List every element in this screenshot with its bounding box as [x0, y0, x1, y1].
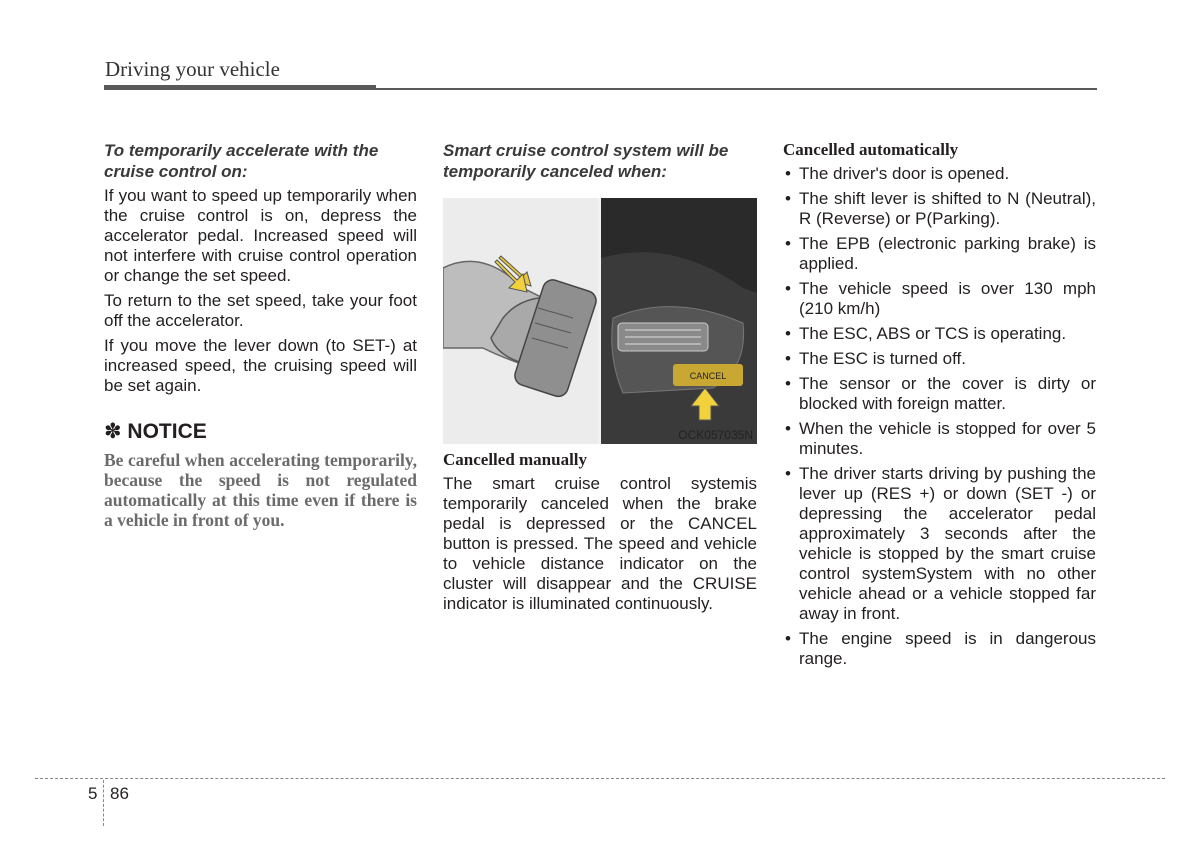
list-item: • The shift lever is shifted to N (Neutral), R (Reverse) or P(Parking). — [785, 189, 1096, 228]
cancel-button-label: CANCEL — [689, 371, 727, 381]
bullet-icon: • — [785, 189, 791, 208]
bullet-icon: • — [785, 324, 791, 343]
bullet-icon: • — [785, 349, 791, 368]
header-rule-thin — [376, 88, 1097, 90]
condition-list — [783, 164, 1096, 669]
list-item: • The sensor or the cover is dirty or blocked with foreign matter. — [785, 374, 1096, 413]
paragraph: If you move the lever down (to SET-) at increased speed, the cruising speed will be set again. — [104, 336, 417, 395]
footer-vertical-divider — [103, 780, 104, 826]
paragraph: The smart cruise control systemis temporarily canceled when the brake pedal is depressed or the CANCEL button is pressed. The speed and vehicle to vehicle distance indicator on the cluster will disappear and the CRUISE indicator is illuminated continuously. — [443, 474, 757, 613]
section-number: 5 — [88, 784, 98, 803]
page-number: 86 — [110, 784, 129, 803]
notice-title: ✽ NOTICE — [104, 420, 207, 443]
column-middle — [443, 140, 757, 619]
cancel-illustration — [443, 198, 757, 444]
list-item: • The driver starts driving by pushing the lever up (RES +) or down (SET -) or depressing the accelerator pedal approximately 3 seconds after the vehicle is stopped by the smart cruise control systemSystem with no other vehicle ahead or a vehicle stopped far away in front. — [785, 464, 1096, 623]
list-item: • The ESC, ABS or TCS is operating. — [785, 324, 1067, 343]
column-left — [104, 140, 417, 530]
list-item: • The driver's door is opened. — [785, 164, 1010, 183]
bullet-icon: • — [785, 279, 791, 298]
list-item: • When the vehicle is stopped for over 5 minutes. — [785, 419, 1096, 458]
figure-code: OCK057035N — [678, 428, 753, 442]
footer-divider — [35, 778, 1165, 779]
cancelled-manually-heading: Cancelled manually — [443, 450, 588, 469]
list-item: • The engine speed is in dangerous range. — [785, 629, 1096, 668]
bullet-icon: • — [785, 464, 791, 483]
header-rule-thick — [104, 85, 376, 90]
list-item: • The EPB (electronic parking brake) is applied. — [785, 234, 1096, 273]
paragraph: To return to the set speed, take your foot off the accelerator. — [104, 291, 417, 330]
cancelled-automatically-heading: Cancelled automatically — [783, 140, 959, 159]
column-right — [783, 140, 1096, 674]
list-item: • The vehicle speed is over 130 mph (210 km/h) — [785, 279, 1096, 318]
section-heading: Smart cruise control system will be temporarily canceled when: — [443, 141, 729, 181]
page-header-title: Driving your vehicle — [105, 57, 280, 81]
section-heading: To temporarily accelerate with the cruise control on: — [104, 141, 379, 181]
bullet-icon: • — [785, 234, 791, 253]
paragraph: If you want to speed up temporarily when the cruise control is on, depress the accelerator pedal. Increased speed will not interfere with cruise control operation or change the set speed. — [104, 186, 417, 285]
bullet-icon: • — [785, 164, 791, 183]
bullet-icon: • — [785, 419, 791, 438]
bullet-icon: • — [785, 629, 791, 648]
list-item: • The ESC is turned off. — [785, 349, 966, 368]
bullet-icon: • — [785, 374, 791, 393]
notice-body: Be careful when accelerating temporarily, because the speed is not regulated automatically at this time even if there is a vehicle in front of you. — [104, 450, 417, 530]
pedal-and-steering-illustration — [443, 198, 757, 444]
